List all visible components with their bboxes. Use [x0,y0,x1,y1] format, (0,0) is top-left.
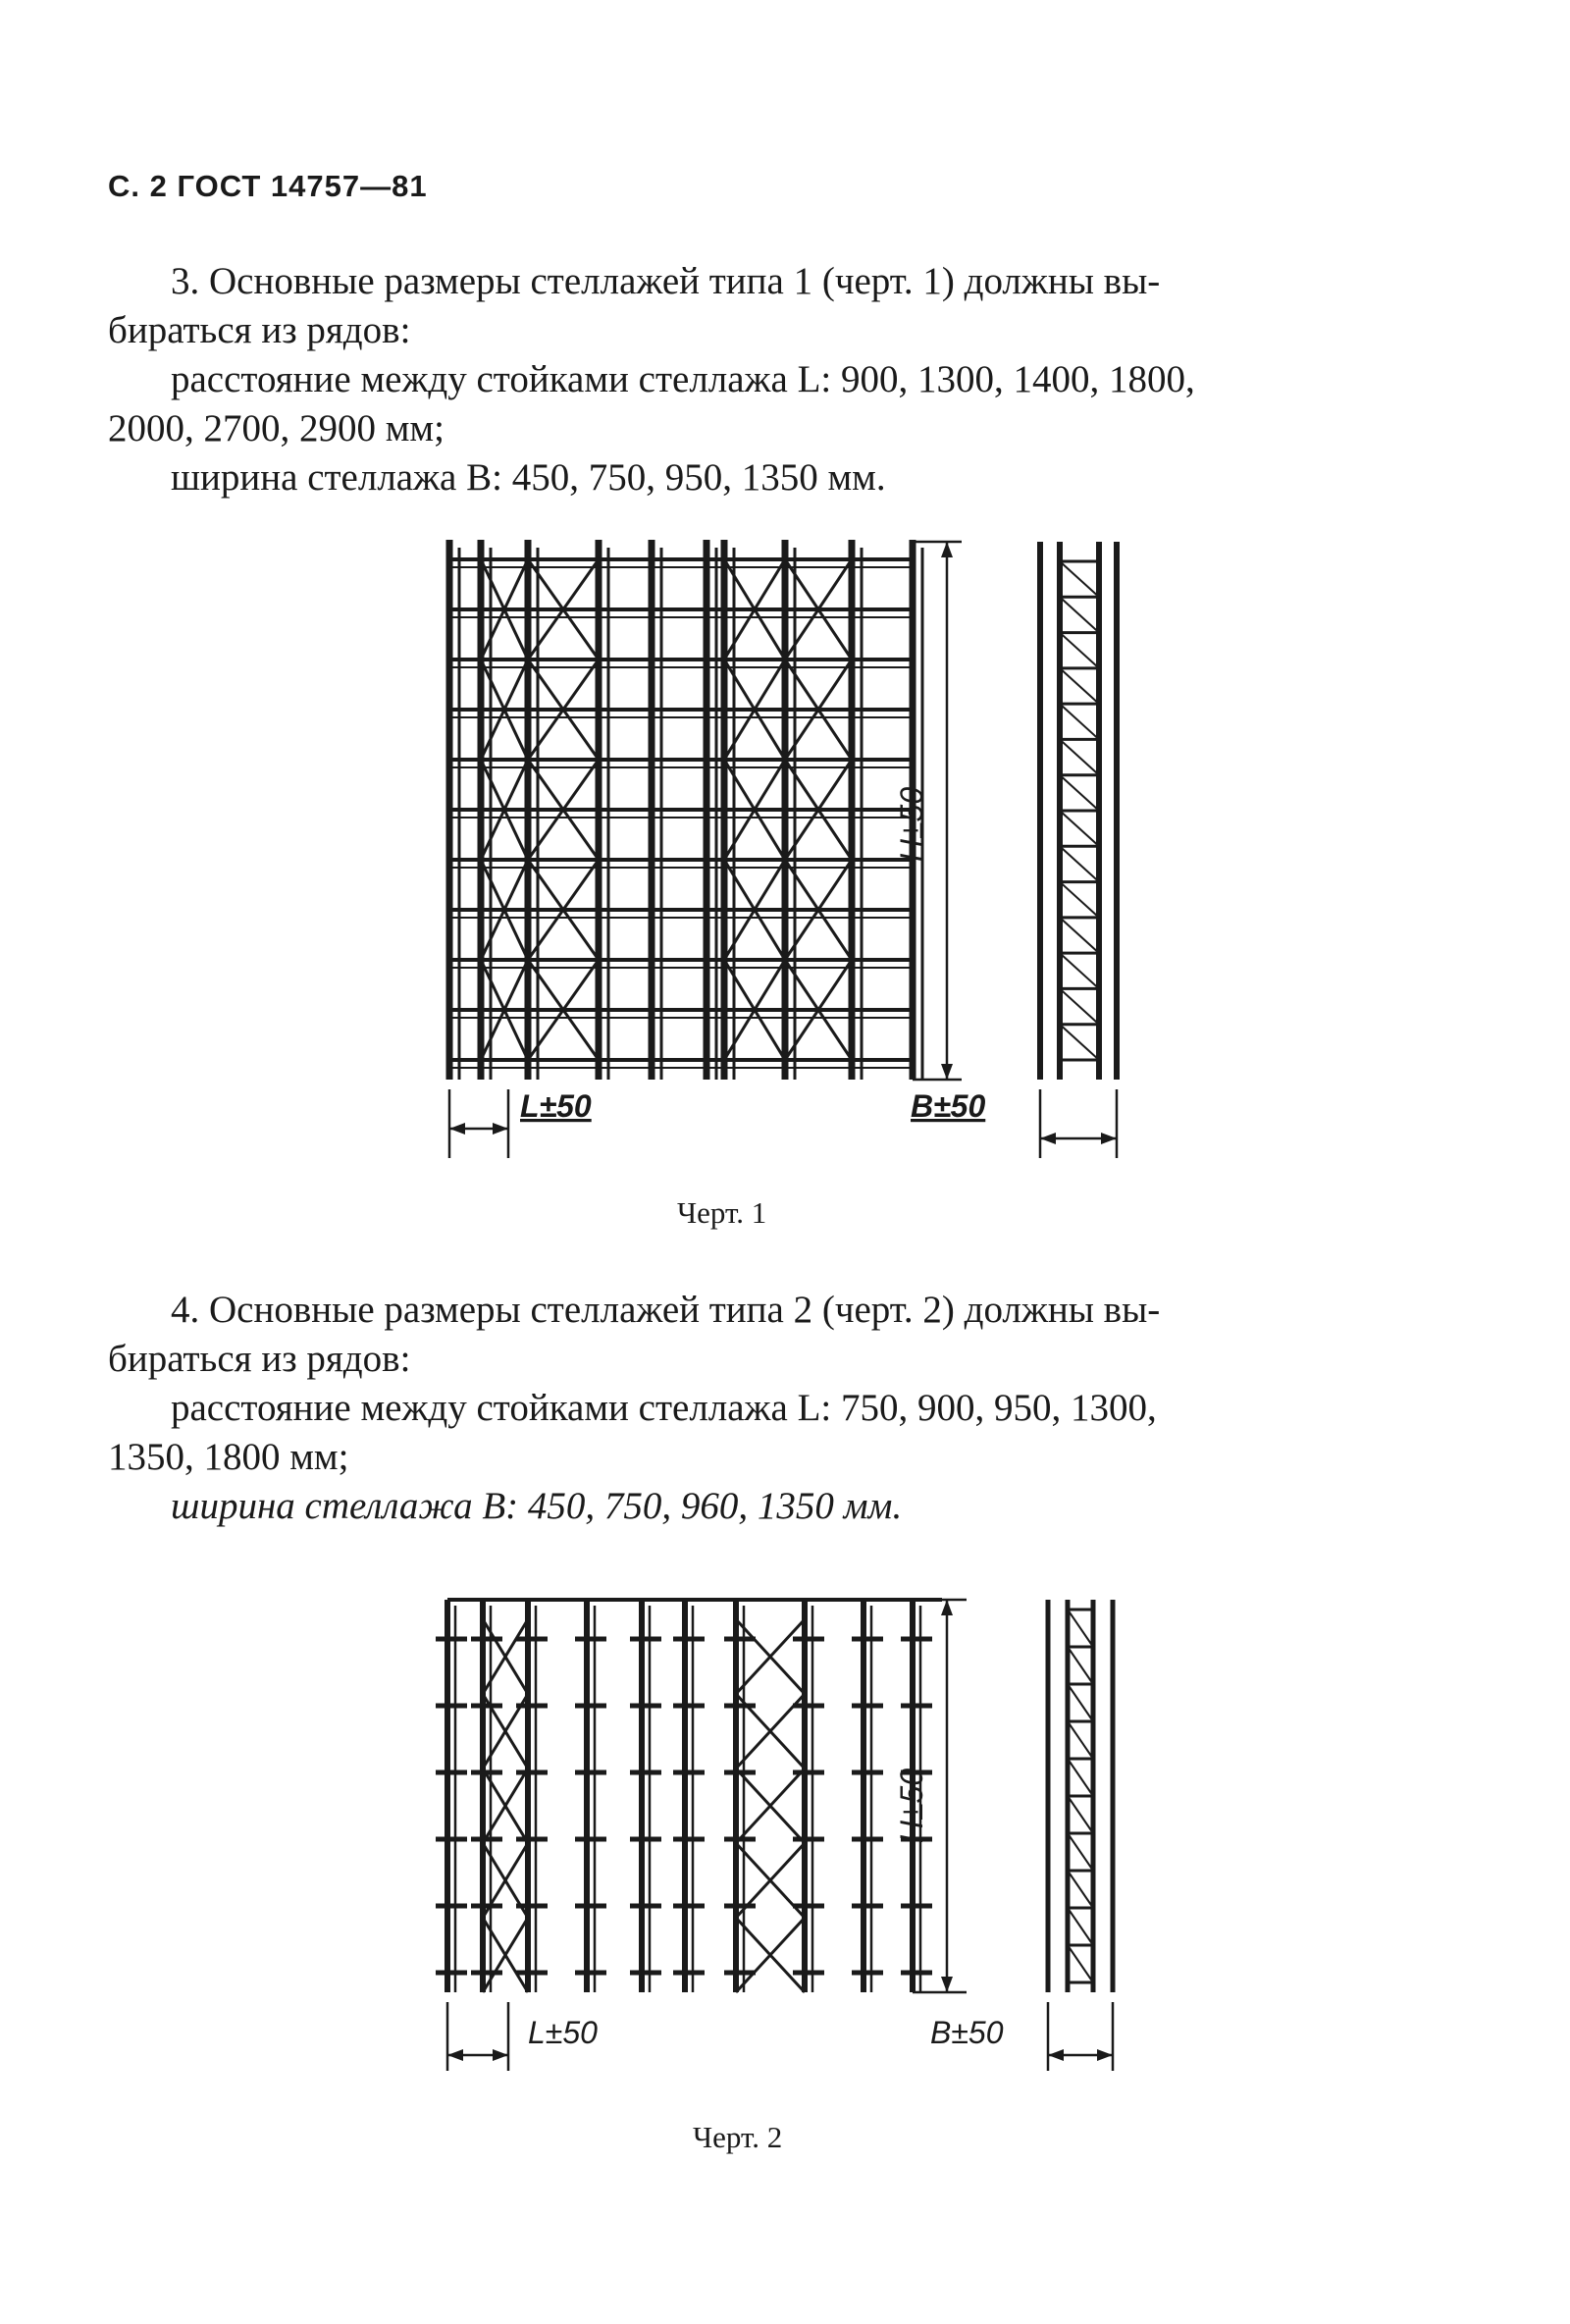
arrowhead [493,2049,508,2061]
side-brace [1068,1759,1093,1796]
section-4 [108,1286,1462,1531]
side-brace [1060,846,1099,881]
page-header: С. 2 ГОСТ 14757—81 [108,169,428,203]
side-brace [1068,1610,1093,1647]
side-brace [1060,633,1099,668]
side-brace [1068,1684,1093,1721]
figure-1-length-label: L±50 [520,1088,592,1124]
side-brace [1060,668,1099,704]
arrowhead [941,1977,953,1992]
side-brace [1060,739,1099,774]
figure-2-drawing [412,1580,1138,2090]
side-brace [1060,775,1099,811]
figure-1-drawing [412,520,1138,1168]
section-3-line-4: 2000, 2700, 2900 мм; [108,407,445,449]
side-brace [1068,1908,1093,1945]
arrowhead [1048,2049,1064,2061]
section-4-line-2: бираться из рядов: [108,1338,411,1380]
figure-1-side-view [1040,542,1117,1080]
figure-1-width-label: B±50 [911,1088,986,1124]
arrowhead [941,542,953,557]
side-brace [1060,988,1099,1024]
side-brace [1068,1721,1093,1759]
section-4-line-3: расстояние между стойками стеллажа L: 750, 900, 950, 1300, [171,1387,1157,1429]
section-3-line-1: 3. Основные размеры стеллажей типа 1 (черт. 1) должны вы- [171,260,1161,302]
figure-2-width-label: B±50 [930,2015,1004,2050]
arrowhead [941,1600,953,1615]
section-4-line-1: 4. Основные размеры стеллажей типа 2 (черт. 2) должны вы- [171,1289,1161,1331]
figure-2-caption: Черт. 2 [693,2120,783,2154]
section-4-line-5: ширина стеллажа B: 450, 750, 960, 1350 мм. [171,1485,903,1527]
figure-2-dimensions [447,1600,1113,2071]
section-3 [108,257,1462,502]
side-brace [1068,1796,1093,1833]
figure-1-height-label: H±50 [894,786,929,863]
figure-2-side-view [1048,1600,1113,1992]
side-brace [1060,561,1099,597]
side-brace [1060,953,1099,988]
arrowhead [1097,2049,1113,2061]
figure-2-front-view [436,1600,942,1992]
side-brace [1060,918,1099,953]
side-brace [1060,882,1099,918]
arrowhead [941,1064,953,1080]
side-brace [1068,1647,1093,1684]
figure-1-caption: Черт. 1 [677,1195,767,1230]
side-brace [1060,1025,1099,1060]
arrowhead [447,2049,463,2061]
figure-1-front-view [449,540,922,1080]
arrowhead [449,1123,465,1135]
section-3-line-2: бираться из рядов: [108,309,411,351]
side-brace [1060,597,1099,632]
section-4-line-4: 1350, 1800 мм; [108,1436,349,1478]
side-brace [1068,1945,1093,1982]
side-brace [1060,811,1099,846]
section-3-line-5: ширина стеллажа B: 450, 750, 950, 1350 мм. [171,456,886,499]
figure-2-height-label: H±50 [894,1768,929,1844]
figure-2-length-label: L±50 [528,2015,598,2050]
arrowhead [1040,1133,1056,1144]
side-brace [1068,1833,1093,1871]
arrowhead [493,1123,508,1135]
side-brace [1060,704,1099,739]
section-3-line-3: расстояние между стойками стеллажа L: 900, 1300, 1400, 1800, [171,358,1195,400]
side-brace [1068,1871,1093,1908]
arrowhead [1101,1133,1117,1144]
